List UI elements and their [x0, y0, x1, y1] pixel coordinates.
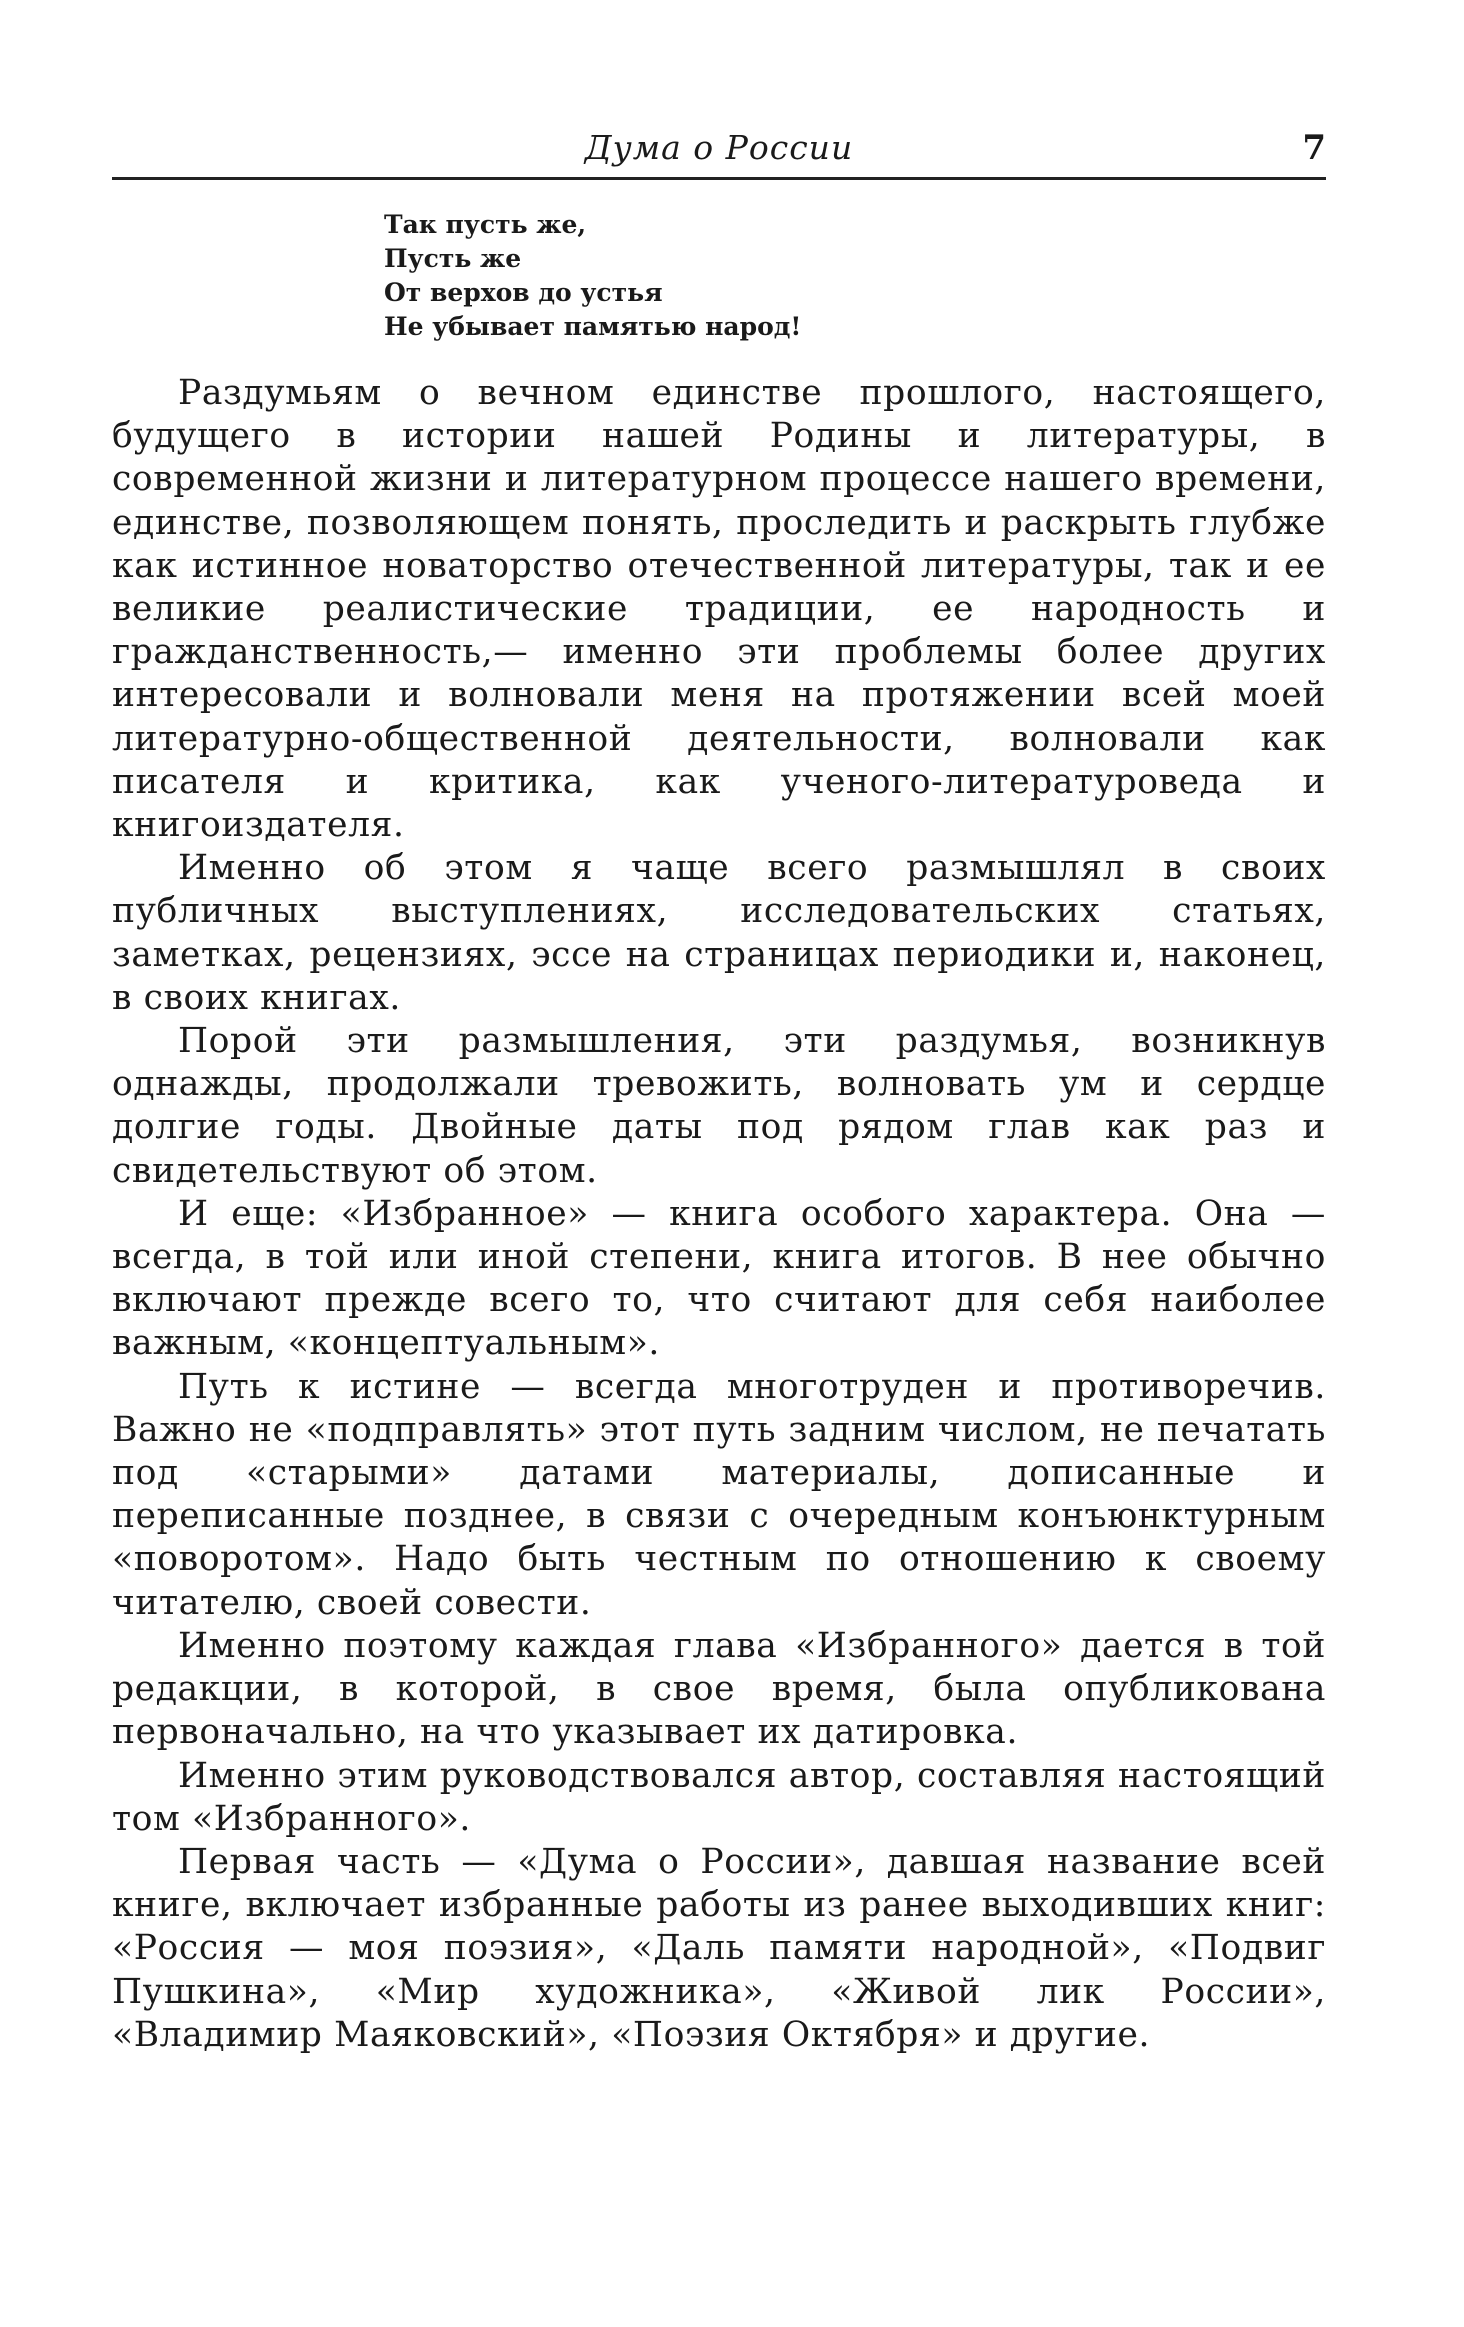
running-title: Дума о России [584, 128, 854, 167]
paragraph: Путь к истине — всегда многотруден и противоречив. Важно не «подправлять» этот путь задним числом, не печатать под «старыми» датами материалы, дописанные и переписанные позднее, в связи с очередным конъюнктурным «поворотом». Надо быть честным по отношению к своему читателю, своей совести. [112, 1366, 1326, 1623]
epigraph-line: Не убывает памятью народ! [384, 312, 802, 341]
paragraph: Именно об этом я чаще всего размышлял в своих публичных выступлениях, исследовательских статьях, заметках, рецензиях, эссе на страницах периодики и, наконец, в своих книгах. [112, 848, 1326, 1018]
running-head [112, 128, 1326, 178]
paragraph: И еще: «Избранное» — книга особого характера. Она — всегда, в той или иной степени, книга итогов. В нее обычно включают прежде всего то, что считают для себя наиболее важным, «концептуальным». [112, 1193, 1326, 1364]
epigraph [384, 208, 1004, 344]
page-number: 7 [1302, 128, 1326, 168]
paragraph: Первая часть — «Дума о России», давшая название всей книге, включает избранные работы из ранее выходивших книг: «Россия — моя поэзия», «Даль памяти народной», «Подвиг Пушкина», «Мир художника», «Живой лик России», «Владимир Маяковский», «Поэзия Октября» и другие. [112, 1841, 1326, 2055]
paragraph: Именно этим руководствовался автор, составляя настоящий том «Избранного». [112, 1755, 1326, 1839]
paragraph: Порой эти размышления, эти раздумья, возникнув однажды, продолжали тревожить, волновать ум и сердце долгие годы. Двойные даты под рядом глав как раз и свидетельствуют об этом. [112, 1021, 1326, 1191]
paragraph: Раздумьям о вечном единстве прошлого, настоящего, будущего в истории нашей Родины и литературы, в современной жизни и литературном процессе нашего времени, единстве, позволяющем понять, проследить и раскрыть глубже как истинное новаторство отечественной литературы, так и ее великие реалистические традиции, ее народность и гражданственность,— именно эти проблемы более других интересовали и волновали меня на протяжении всей моей литературно-общественной деятельности, волновали как писателя и критика, как ученого-литературоведа и книгоиздателя. [112, 373, 1326, 846]
epigraph-line: От верхов до устья [384, 278, 663, 307]
epigraph-line: Пусть же [384, 244, 522, 273]
header-rule [112, 177, 1326, 180]
body-text [112, 372, 1326, 2057]
epigraph-line: Так пусть же, [384, 210, 587, 239]
paragraph: Именно поэтому каждая глава «Избранного» дается в той редакции, в которой, в свое время, была опубликована первоначально, на что указывает их датировка. [112, 1625, 1326, 1753]
